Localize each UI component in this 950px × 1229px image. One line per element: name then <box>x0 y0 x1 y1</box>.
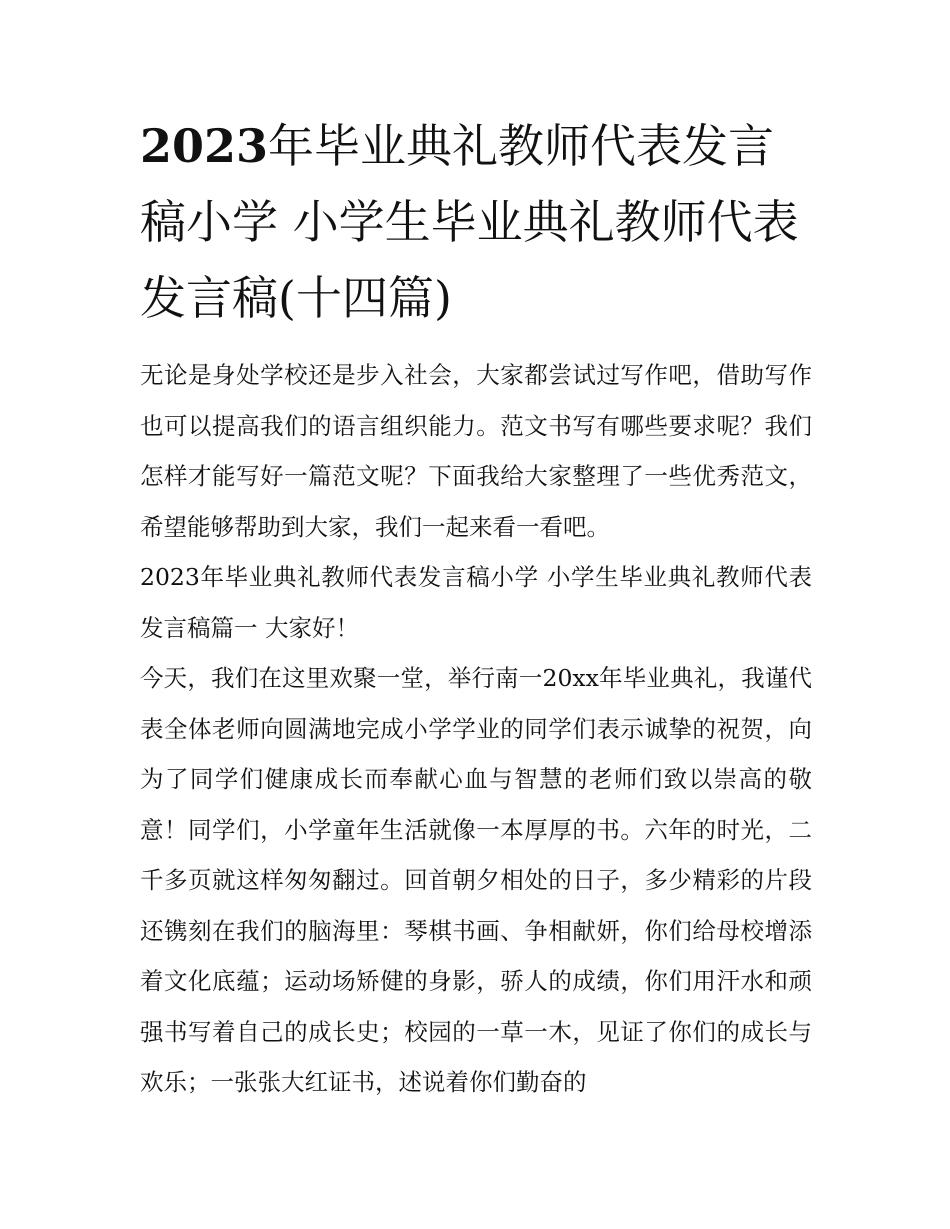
speech-paragraph: 今天，我们在这里欢聚一堂，举行南一20xx年毕业典礼，我谨代表全体老师向圆满地完成小学学业的同学们表示诚挚的祝贺，向为了同学们健康成长而奉献心血与智慧的老师们致以崇高的敬意！同学们，小学童年生活就像一本厚厚的书。六年的时光，二千多页就这样匆匆翻过。回首朝夕相处的日子，多少精彩的片段还镌刻在我们的脑海里：琴棋书画、争相献妍，你们给母校增添着文化底蕴；运动场矫健的身影，骄人的成绩，你们用汗水和顽强书写着自己的成长史；校园的一草一木，见证了你们的成长与欢乐；一张张大红证书，述说着你们勤奋的 <box>140 664 812 1096</box>
section-heading-paragraph: 2023年毕业典礼教师代表发言稿小学 小学生毕业典礼教师代表发言稿篇一 大家好！ <box>140 563 812 642</box>
document-title: 2023年毕业典礼教师代表发言稿小学 小学生毕业典礼教师代表发言稿(十四篇) <box>140 119 799 325</box>
intro-paragraph: 无论是身处学校还是步入社会，大家都尝试过写作吧，借助写作也可以提高我们的语言组织能力。范文书写有哪些要求呢？我们怎样才能写好一篇范文呢？下面我给大家整理了一些优秀范文，希望能够帮助到大家，我们一起来看一看吧。 <box>140 361 812 541</box>
document-body <box>140 350 812 1108</box>
document-page <box>140 108 812 1108</box>
